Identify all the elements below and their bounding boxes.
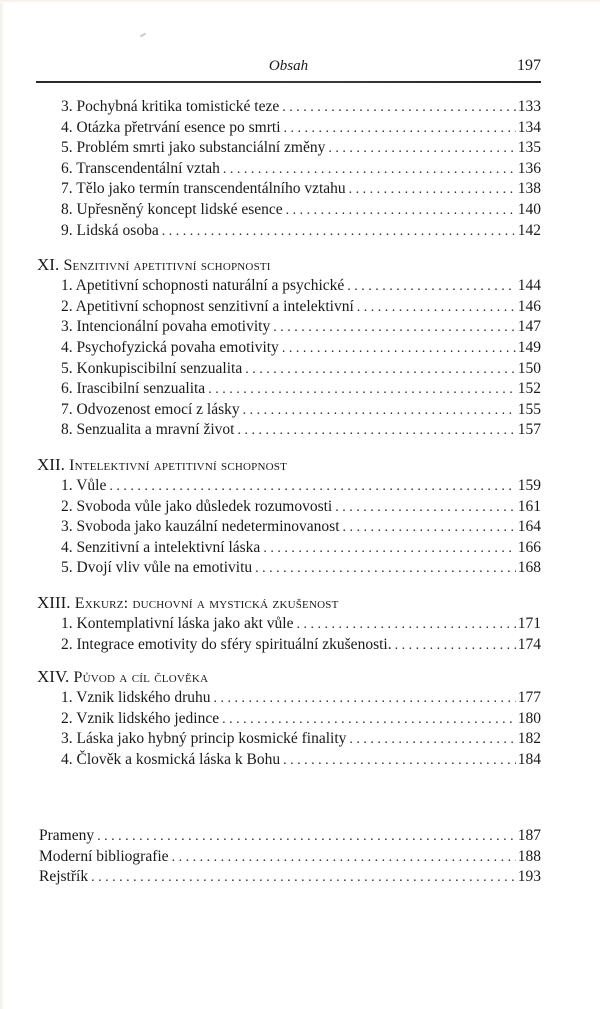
dot-leader [284,119,516,138]
chapter-number: XIII. [37,593,71,612]
entry-title: 1. Apetitivní schopnosti naturální a psychické [61,277,345,295]
dot-leader [347,277,515,296]
dot-leader [395,636,516,655]
entry-page-number: 140 [517,201,541,218]
dot-leader [97,827,516,846]
entry-page-number: 144 [517,277,541,295]
chapter-number: XII. [37,455,65,474]
entry-title: 8. Upřesněný koncept lidské esence [61,201,283,218]
entry-page-number: 177 [517,689,541,707]
entry-page-number: 182 [517,730,541,748]
toc-entry[interactable] [61,118,541,138]
toc-entry[interactable] [61,338,541,358]
toc-entry[interactable] [61,317,541,337]
entry-title: 6. Irascibilní senzualita [61,380,206,398]
entry-title: Moderní bibliografie [39,847,169,865]
toc-entry[interactable] [61,400,541,420]
entry-page-number: 155 [517,400,541,418]
toc-entry[interactable] [61,538,541,558]
entry-title: 5. Konkupiscibilní senzualita [61,359,243,377]
header-title: Obsah [268,58,309,74]
dot-leader [214,689,516,708]
back-matter-entry[interactable] [39,867,541,887]
toc-entry[interactable] [61,635,541,655]
toc-entry[interactable] [61,729,541,749]
entry-page-number: 166 [517,538,541,556]
entry-page-number: 147 [517,318,541,336]
dot-leader [282,98,516,117]
dot-leader [91,868,516,887]
entry-title: 5. Dvojí vliv vůle na emotivitu [61,559,253,577]
entry-page-number: 152 [517,380,541,398]
entry-page-number: 138 [517,180,541,198]
toc-entry[interactable] [61,379,541,399]
chapter-number: XIV. [37,667,70,687]
entry-page-number: 146 [517,297,541,315]
toc-entry[interactable] [61,750,541,770]
entry-page-number: 171 [517,615,541,632]
entry-title: 5. Problém smrti jako substanciální změny [61,139,326,157]
toc-entry[interactable] [61,276,541,296]
toc-entry[interactable] [61,159,541,179]
entry-title: 3. Láska jako hybný princip kosmické finality [61,730,347,748]
entry-page-number: 184 [517,751,541,768]
toc-entry[interactable] [61,420,541,440]
dot-leader [357,298,516,317]
dot-leader [349,730,515,749]
dot-leader [245,360,516,379]
entry-page-number: 149 [517,339,541,356]
toc-entry[interactable] [61,200,541,220]
dot-leader [222,710,516,729]
header-page-number: 197 [517,57,541,74]
dot-leader [237,421,515,440]
dot-leader [109,477,515,496]
dot-leader [263,539,515,558]
entry-title: 3. Svoboda jako kauzální nedeterminovanost [61,518,340,536]
entry-page-number: 164 [517,518,541,536]
entry-page-number: 168 [517,559,541,577]
entry-page-number: 142 [517,221,541,239]
dot-leader [208,380,516,399]
dot-leader [335,498,516,517]
entry-title: 8. Senzualita a mravní život [61,421,235,439]
entry-page-number: 150 [517,359,541,377]
entry-title: 4. Senzitivní a intelektivní láska [61,538,261,556]
entry-page-number: 136 [517,159,541,177]
entry-page-number: 180 [517,709,541,727]
entry-title: 7. Odvozenost emocí z lásky [61,400,240,418]
dot-leader [283,751,516,770]
entry-page-number: 161 [517,497,541,515]
chapter-number: XI. [37,255,60,275]
toc-entry[interactable] [61,517,541,537]
entry-title: Prameny [39,827,95,844]
entry-title: 3. Pochybná kritika tomistické teze [61,98,280,115]
entry-page-number: 193 [517,868,541,886]
entry-title: 4. Otázka přetrvání esence po smrti [61,118,281,136]
chapter-title: Exkurz: duchovní a mystická zkušenost [74,595,339,612]
chapter-heading[interactable] [37,666,208,688]
toc-entry[interactable] [61,97,541,117]
entry-page-number: 133 [517,98,541,115]
entry-title: 3. Intencionální povaha emotivity [61,318,271,336]
entry-page-number: 174 [517,635,541,653]
entry-page-number: 188 [517,847,541,865]
toc-entry[interactable] [61,614,541,634]
chapter-heading[interactable] [37,592,339,614]
entry-title: 2. Apetitivní schopnost senzitivní a intelektivní [61,297,354,315]
entry-title: 4. Člověk a kosmická láska k Bohu [61,751,281,768]
chapter-heading[interactable] [37,454,287,476]
entry-title: 1. Vznik lidského druhu [61,689,211,707]
page-edge [0,0,4,1009]
entry-page-number: 157 [517,421,541,439]
entry-page-number: 134 [517,118,541,136]
dot-leader [162,222,516,241]
chapter-title: Původ a cíl člověka [73,669,209,687]
toc-entry[interactable] [61,359,541,379]
back-matter-entry[interactable] [39,826,541,846]
dot-leader [273,318,516,337]
dot-leader [296,615,515,634]
dot-leader [282,339,516,358]
entry-title: 4. Psychofyzická povaha emotivity [61,339,279,356]
entry-title: 2. Vznik lidského jedince [61,709,220,727]
chapter-title: Intelektivní apetitivní schopnost [69,457,288,474]
scan-speck [140,33,146,38]
chapter-heading[interactable] [37,254,271,276]
dot-leader [343,518,516,537]
toc-entry[interactable] [61,558,541,578]
back-matter-entry[interactable] [39,847,541,867]
entry-page-number: 135 [517,139,541,157]
toc-entry[interactable] [61,688,541,708]
page-edge-top [0,0,600,3]
toc-entry[interactable] [61,138,541,158]
dot-leader [223,160,516,179]
dot-leader [172,848,516,867]
entry-page-number: 187 [517,827,541,844]
entry-title: 6. Transcendentální vztah [61,159,220,177]
dot-leader [349,180,516,199]
toc-entry[interactable] [61,476,541,496]
dot-leader [243,401,516,420]
entry-title: 2. Integrace emotivity do sféry spirituální zkušenosti. [61,635,392,653]
toc-entry[interactable] [61,709,541,729]
entry-title: 1. Kontemplativní láska jako akt vůle [61,615,294,632]
entry-title: 9. Lidská osoba [61,221,159,239]
toc-entry[interactable] [61,297,541,317]
toc-entry[interactable] [61,221,541,241]
entry-title: 1. Vůle [61,477,107,494]
dot-leader [328,139,515,158]
chapter-title: Senzitivní apetitivní schopnosti [63,257,271,275]
running-header [36,56,541,78]
entry-title: 7. Tělo jako termín transcendentálního vztahu [61,180,346,198]
entry-page-number: 159 [517,477,541,494]
dot-leader [286,201,516,220]
entry-title: 2. Svoboda vůle jako důsledek rozumovosti [61,497,333,515]
entry-title: Rejstřík [39,868,89,886]
toc-entry[interactable] [61,179,541,199]
dot-leader [255,559,516,578]
toc-entry[interactable] [61,497,541,517]
header-rule [36,81,541,83]
